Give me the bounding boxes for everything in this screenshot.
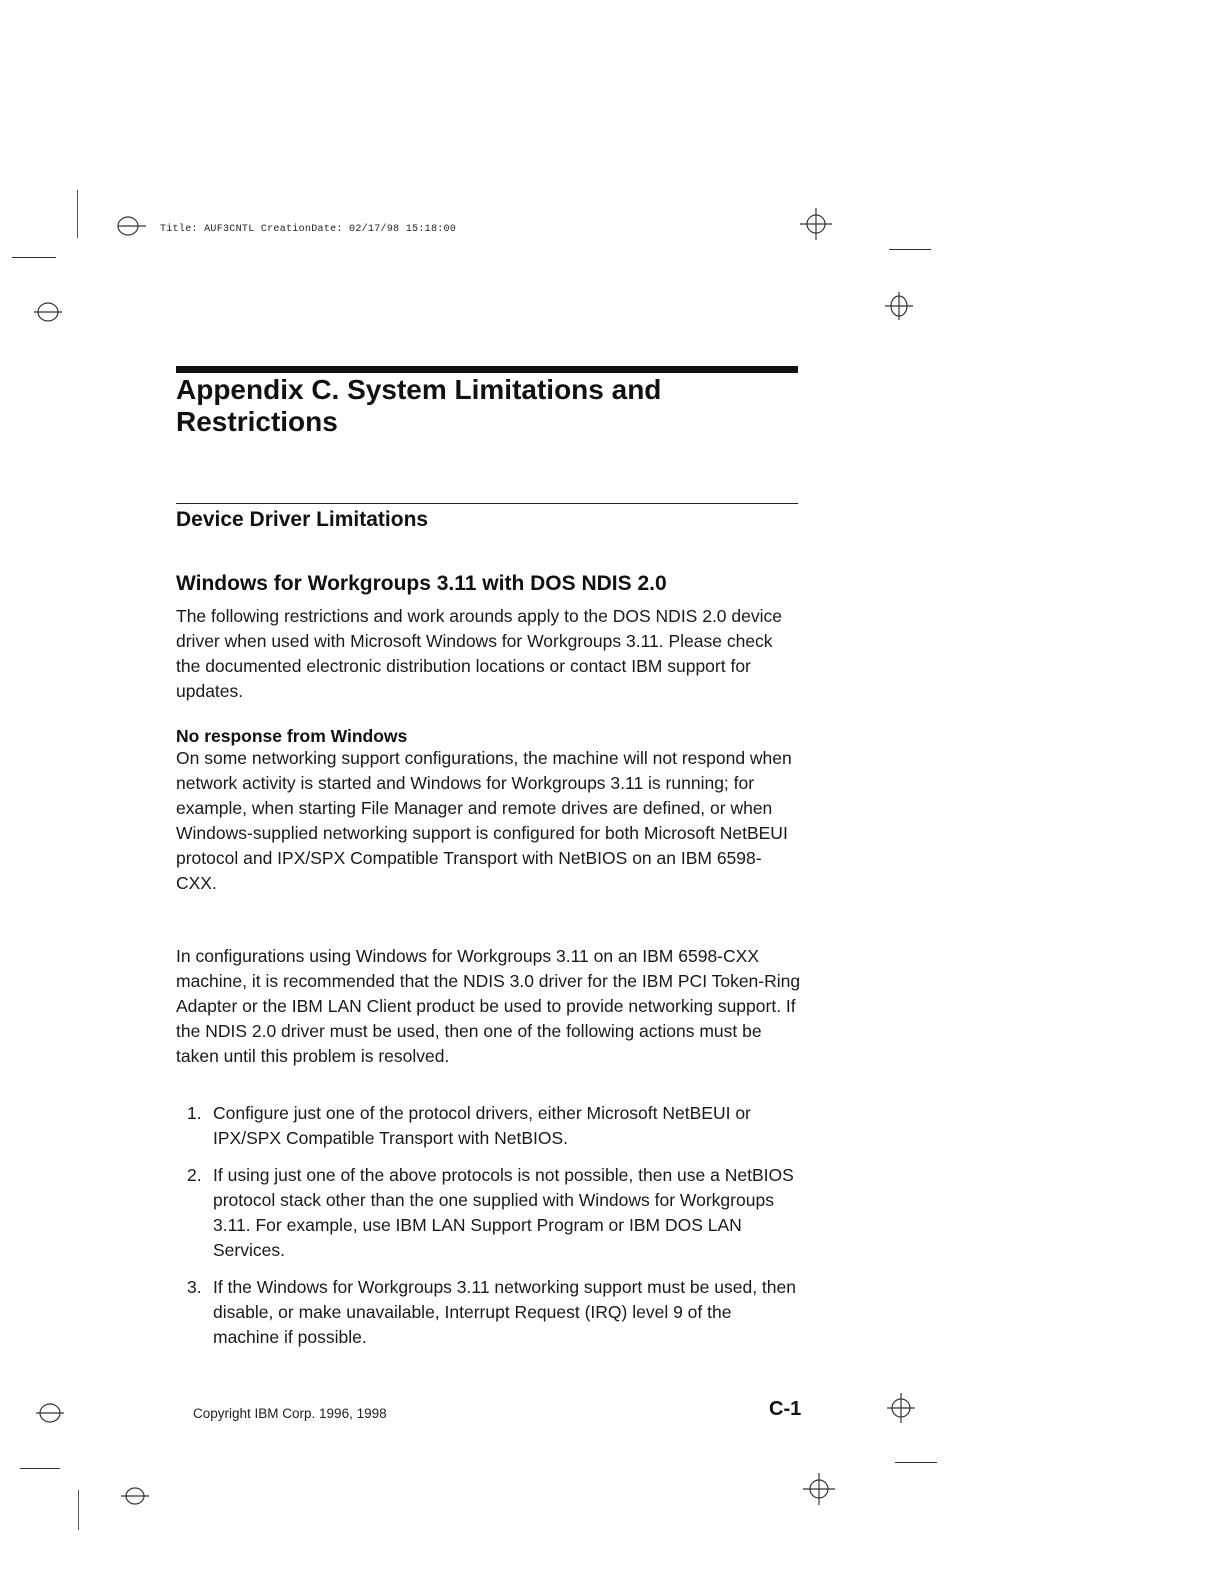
crop-mark-top-right-horizontal [889,249,931,250]
list-item-text: If using just one of the above protocols is not possible, then use a NetBIOS protocol stack other than the one supplied with Windows for Workgroups 3.11. For example, use IBM LAN Support Program or IBM DOS LAN Services. [213,1165,794,1260]
list-item-number: 2. [187,1165,202,1185]
title-rule [176,366,798,373]
subsection-heading: Windows for Workgroups 3.11 with DOS NDIS 2.0 [176,572,667,595]
registration-mark-icon [801,1471,837,1507]
registration-mark-icon [116,214,148,238]
section-rule [176,503,798,504]
registration-mark-icon [34,1401,66,1425]
list-item-number: 1. [187,1103,202,1123]
recommendation-paragraph: In configurations using Windows for Workgroups 3.11 on an IBM 6598-CXX machine, it is recommended that the NDIS 3.0 driver for the IBM PCI Token-Ring Adapter or the IBM LAN Client product be used to provide networking support. If the NDIS 2.0 driver must be used, then one of the following actions must be taken until this problem is resolved. [176,946,801,1066]
list-item-number: 3. [187,1277,202,1297]
crop-mark-bottom-right-horizontal [895,1462,937,1463]
list-item-text: Configure just one of the protocol drivers, either Microsoft NetBEUI or IPX/SPX Compatible Transport with NetBIOS. [213,1103,751,1148]
action-steps-list [176,1101,801,1362]
list-item [176,1275,801,1350]
registration-mark-icon [32,300,64,324]
page-title: Appendix C. System Limitations and Restrictions [176,374,662,437]
no-response-paragraph: On some networking support configurations, the machine will not respond when network activity is started and Windows for Workgroups 3.11 is running; for example, when starting File Manager and remote drives are defined, or when Windows-supplied networking support is configured for both Microsoft NetBEUI protocol and IPX/SPX Compatible Transport with NetBIOS on an IBM 6598-CXX. [176,748,792,893]
copyright: Copyright IBM Corp. 1996, 1998 [193,1406,387,1421]
registration-mark-icon [885,1391,917,1425]
intro-paragraph: The following restrictions and work arounds apply to the DOS NDIS 2.0 device driver when used with Microsoft Windows for Workgroups 3.11. Please check the documented electronic distribution locations or contact IBM support for updates. [176,606,782,701]
registration-mark-icon [798,206,834,242]
list-item [176,1163,801,1263]
crop-mark-top-left-horizontal [12,257,56,258]
crop-mark-top-left-vertical [77,190,78,238]
registration-mark-icon [883,290,915,322]
list-item-text: If the Windows for Workgroups 3.11 networking support must be used, then disable, or make unavailable, Interrupt Request (IRQ) level 9 of the machine if possible. [213,1277,796,1347]
no-response-heading: No response from Windows [176,726,408,746]
page-number: C-1 [769,1398,802,1420]
header-meta: Title: AUF3CNTL CreationDate: 02/17/98 15:18:00 [160,224,457,235]
list-item [176,1101,801,1151]
section-heading: Device Driver Limitations [176,508,429,531]
crop-mark-bottom-left-vertical [78,1490,79,1530]
crop-mark-bottom-left-horizontal [20,1468,60,1469]
registration-mark-icon [119,1484,151,1508]
